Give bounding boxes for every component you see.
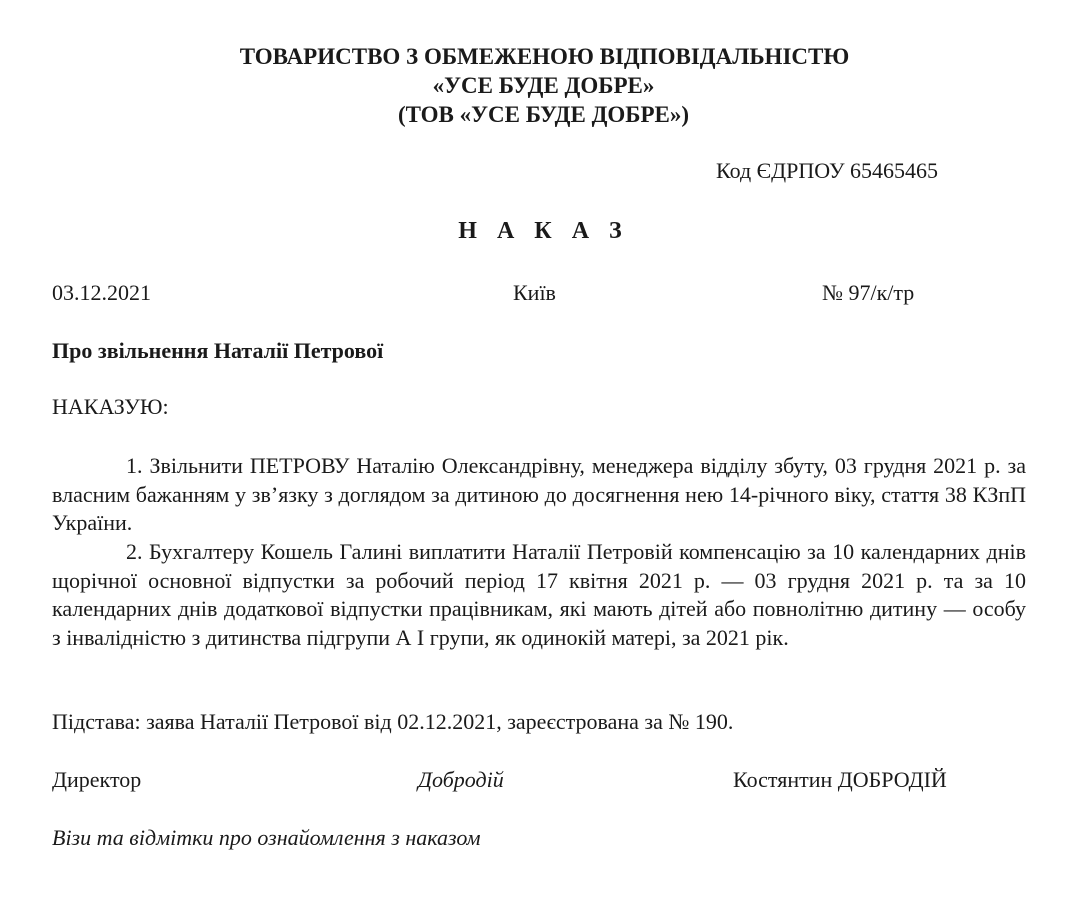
order-number: № 97/к/тр bbox=[822, 280, 915, 305]
edrpou-code: Код ЄДРПОУ 65465465 bbox=[716, 158, 939, 183]
organization-header bbox=[0, 42, 1087, 129]
organization-name-line1: ТОВАРИСТВО З ОБМЕЖЕНОЮ ВІДПОВІДАЛЬНІСТЮ bbox=[239, 44, 850, 69]
organization-name-line3: (ТОВ «УСЕ БУДЕ ДОБРЕ») bbox=[397, 102, 690, 127]
order-date: 03.12.2021 bbox=[52, 280, 151, 305]
order-item: 2. Бухгалтеру Кошель Галині виплатити Наталії Петровій компенсацію за 10 календарних днів щорічної основної відпустки за робочий період 17 квітня 2021 р. — 03 грудня 2021 р. та за 10 календарних днів додаткової відпустки працівникам, які мають дітей або повнолітню дитину — особу з інвалідністю з дитинства підгрупи А І групи, як одинокій матері, за 2021 рік. bbox=[52, 539, 1026, 650]
order-city: Київ bbox=[513, 280, 556, 305]
order-subject: Про звільнення Наталії Петрової bbox=[52, 338, 384, 363]
document-title: Н А К А З bbox=[458, 218, 629, 244]
order-basis: Підстава: заява Наталії Петрової від 02.12.2021, зареєстрована за № 190. bbox=[52, 709, 734, 734]
visas-note: Візи та відмітки про ознайомлення з наказом bbox=[52, 825, 481, 850]
signatory-name: Костянтин ДОБРОДІЙ bbox=[733, 767, 947, 792]
order-directive: НАКАЗУЮ: bbox=[52, 394, 169, 419]
organization-name-line2: «УСЕ БУДЕ ДОБРЕ» bbox=[432, 73, 655, 98]
signatory-role: Директор bbox=[52, 767, 142, 792]
signature-mark: Добродій bbox=[418, 767, 504, 792]
order-item: 1. Звільнити ПЕТРОВУ Наталію Олександрівну, менеджера відділу збуту, 03 грудня 2021 р. за власним бажанням у зв’язку з доглядом за дитиною до досягнення нею 14-річного віку, стаття 38 КЗпП України. bbox=[52, 453, 1026, 535]
